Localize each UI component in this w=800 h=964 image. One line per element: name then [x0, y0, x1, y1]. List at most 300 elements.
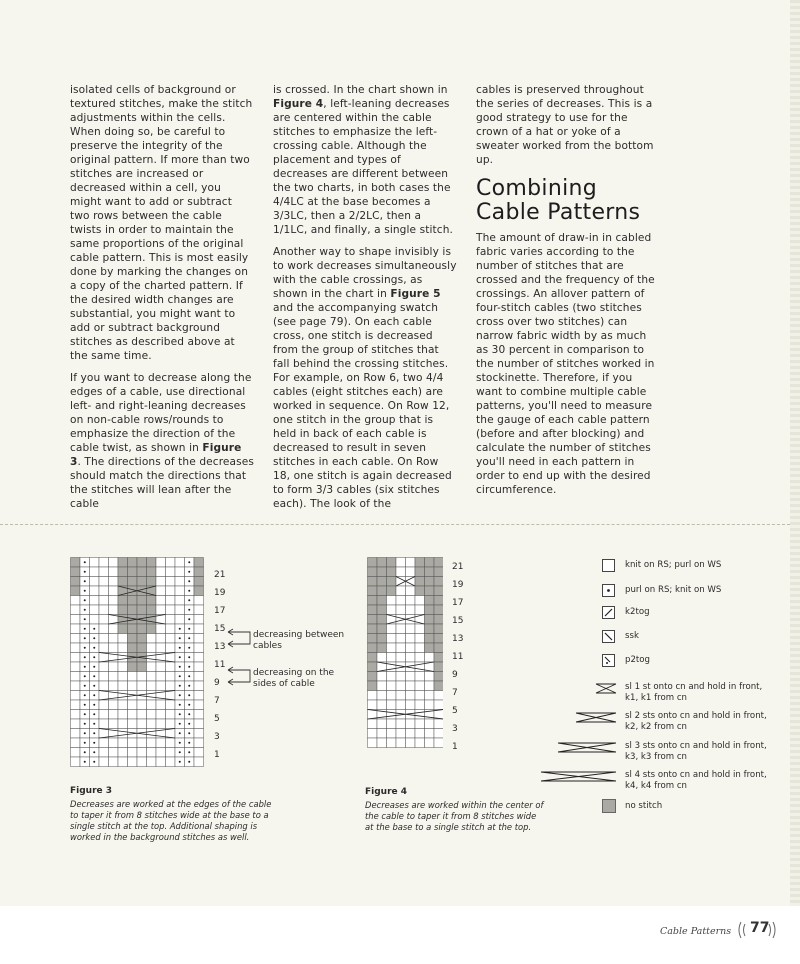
chart-cell: [156, 586, 166, 596]
row-label: 5: [214, 714, 220, 724]
chart-cell: [377, 672, 387, 682]
chart-cell: [99, 738, 109, 748]
chart-cell: [415, 653, 425, 663]
chart-cell: [194, 596, 204, 606]
chart-cell: [99, 672, 109, 682]
page-number: 77: [750, 920, 770, 936]
chart-cell: [434, 653, 443, 663]
paragraph-1-2: If you want to decrease along the edges of a cable, use directional left- and right-leaning decreases on non-cable rows/rounds to emphasize the direction of the cable twist, as shown in Figure 3. The directions of the decreases should match the directions that the stitches will lean after the cable: [70, 372, 254, 510]
annotation-arrows: [226, 628, 254, 688]
chart-cell: [434, 586, 443, 596]
chart-cell: [415, 577, 425, 587]
purl-dot: [179, 666, 181, 668]
chart-cell: [109, 672, 119, 682]
chart-cell: [128, 748, 138, 758]
purl-dot: [179, 761, 181, 763]
k2tog-icon: [602, 606, 615, 619]
purl-dot: [188, 742, 190, 744]
chart-cell: [118, 710, 128, 720]
chart-cell: [194, 567, 204, 577]
chart-cell: [147, 643, 157, 653]
chart-cell: [415, 710, 425, 720]
chart-cell: [425, 567, 435, 577]
chart-cell: [137, 596, 147, 606]
figure-4-chart: [367, 557, 443, 761]
chart-cell: [109, 577, 119, 587]
chart-cell: [137, 624, 147, 634]
chart-cell: [377, 643, 387, 653]
chart-cell: [147, 662, 157, 672]
chart-cell: [368, 577, 378, 587]
row-label: 11: [214, 660, 226, 670]
chart-cell: [387, 729, 397, 739]
chart-cell: [368, 710, 378, 720]
chart-cell: [118, 567, 128, 577]
chart-cell: [118, 577, 128, 587]
chart-cell: [71, 643, 81, 653]
page-edge: [790, 0, 800, 906]
purl-dot: [93, 637, 95, 639]
chart-cell: [99, 681, 109, 691]
chart-cell: [156, 567, 166, 577]
chart-cell: [90, 558, 100, 568]
chart-cell: [109, 643, 119, 653]
chart-cell: [99, 662, 109, 672]
chart-cell: [406, 605, 416, 615]
chart-cell: [377, 700, 387, 710]
chart-cell: [406, 558, 416, 568]
chart-cell: [71, 681, 81, 691]
row-label: 3: [214, 732, 220, 742]
figure-4-caption: Decreases are worked within the center of the cable to taper it from 8 stitches wide at the base to a single stitch at the top.: [365, 800, 544, 832]
chart-cell: [194, 691, 204, 701]
chart-cell: [147, 624, 157, 634]
chart-cell: [415, 681, 425, 691]
chart-cell: [396, 567, 406, 577]
chart-cell: [156, 748, 166, 758]
purl-dot: [93, 732, 95, 734]
chart-cell: [71, 624, 81, 634]
chart-cell: [368, 605, 378, 615]
purl-dot: [93, 685, 95, 687]
text-column-2: [273, 83, 458, 519]
chart-cell: [156, 719, 166, 729]
purl-dot: [188, 694, 190, 696]
chart-cell: [434, 615, 443, 625]
chart-cell: [415, 624, 425, 634]
chart-cell: [406, 681, 416, 691]
chart-cell: [406, 672, 416, 682]
chart-cell: [137, 738, 147, 748]
chart-cell: [118, 596, 128, 606]
chart-cell: [387, 605, 397, 615]
chart-cell: [396, 719, 406, 729]
row-label: 9: [452, 670, 458, 680]
purl-dot: [188, 637, 190, 639]
chart-cell: [147, 605, 157, 615]
chart-cell: [368, 558, 378, 568]
purl-dot: [179, 742, 181, 744]
chart-cell: [175, 605, 185, 615]
ssk-icon: [602, 630, 615, 643]
chart-cell: [118, 738, 128, 748]
chart-cell: [387, 672, 397, 682]
chart-cell: [175, 577, 185, 587]
chart-cell: [377, 605, 387, 615]
chart-cell: [377, 691, 387, 701]
chart-cell: [71, 729, 81, 739]
purl-dot: [93, 761, 95, 763]
chart-cell: [118, 643, 128, 653]
chart-cell: [137, 634, 147, 644]
row-label: 7: [214, 696, 220, 706]
chart-cell: [147, 653, 157, 663]
chart-cell: [156, 757, 166, 767]
purl-dot: [179, 628, 181, 630]
chart-cell: [147, 738, 157, 748]
chart-cell: [128, 605, 138, 615]
chart-cell: [387, 738, 397, 748]
chart-cell: [128, 719, 138, 729]
chart-cell: [71, 719, 81, 729]
chart-cell: [387, 653, 397, 663]
chart-cell: [137, 719, 147, 729]
purl-dot: [84, 751, 86, 753]
row-label: 3: [452, 724, 458, 734]
chart-cell: [166, 729, 176, 739]
chart-cell: [368, 567, 378, 577]
purl-dot: [84, 609, 86, 611]
chart-cell: [71, 567, 81, 577]
chart-cell: [90, 605, 100, 615]
knit-square-icon: [602, 559, 615, 572]
cable-1-1-icon: [595, 683, 617, 694]
chart-cell: [425, 700, 435, 710]
chart-cell: [128, 558, 138, 568]
chart-cell: [99, 643, 109, 653]
chart-cell: [156, 624, 166, 634]
chart-cell: [194, 558, 204, 568]
chart-cell: [406, 624, 416, 634]
purl-dot: [84, 685, 86, 687]
chart-cell: [396, 700, 406, 710]
purl-dot-icon: [602, 584, 615, 597]
chart-cell: [109, 738, 119, 748]
chart-cell: [425, 738, 435, 748]
chart-cell: [415, 719, 425, 729]
chart-cell: [415, 586, 425, 596]
purl-dot: [188, 723, 190, 725]
chart-cell: [71, 596, 81, 606]
purl-dot: [93, 723, 95, 725]
purl-dot: [188, 704, 190, 706]
figure-3-caption: Decreases are worked at the edges of the cable to taper it from 8 stitches wide at the base to a single stitch at the top. Additional shaping is worked in the background stitches as well.: [70, 799, 272, 842]
chart-cell: [425, 634, 435, 644]
chart-cell: [156, 672, 166, 682]
row-label: 17: [214, 606, 226, 616]
chart-cell: [156, 596, 166, 606]
chart-cell: [99, 615, 109, 625]
chart-cell: [434, 567, 443, 577]
chart-cell: [368, 719, 378, 729]
chart-cell: [434, 624, 443, 634]
purl-dot: [188, 656, 190, 658]
chart-cell: [434, 558, 443, 568]
figure-3-chart: [70, 557, 210, 775]
purl-dot: [188, 599, 190, 601]
chart-cell: [434, 719, 443, 729]
chart-cell: [434, 729, 443, 739]
chart-cell: [368, 615, 378, 625]
purl-dot: [93, 628, 95, 630]
purl-dot: [84, 599, 86, 601]
annotation-decreasing-between: decreasing between cables: [253, 630, 345, 651]
purl-dot: [179, 637, 181, 639]
chart-cell: [99, 567, 109, 577]
purl-dot: [179, 732, 181, 734]
chart-cell: [377, 586, 387, 596]
chart-cell: [137, 577, 147, 587]
chart-cell: [166, 710, 176, 720]
chart-cell: [147, 700, 157, 710]
purl-dot: [84, 704, 86, 706]
chart-cell: [99, 605, 109, 615]
chart-cell: [137, 757, 147, 767]
chart-cell: [406, 700, 416, 710]
row-label: 19: [214, 588, 226, 598]
chart-cell: [147, 691, 157, 701]
chart-cell: [368, 738, 378, 748]
purl-dot: [84, 561, 86, 563]
chart-cell: [406, 691, 416, 701]
chart-cell: [396, 577, 406, 587]
cable-4-4-icon: [540, 771, 617, 782]
chart-cell: [118, 558, 128, 568]
chart-cell: [166, 738, 176, 748]
chart-cell: [194, 643, 204, 653]
chart-cell: [377, 558, 387, 568]
row-label: 13: [452, 634, 464, 644]
chart-cell: [396, 634, 406, 644]
chart-cell: [99, 558, 109, 568]
chart-cell: [137, 558, 147, 568]
figure-5-ref: Figure 5: [390, 288, 441, 300]
chart-cell: [156, 577, 166, 587]
p2tog-icon: [602, 654, 615, 667]
chart-cell: [128, 643, 138, 653]
chart-cell: [425, 643, 435, 653]
chart-cell: [137, 662, 147, 672]
chart-cell: [166, 558, 176, 568]
purl-dot: [179, 713, 181, 715]
purl-dot: [179, 685, 181, 687]
chart-cell: [109, 605, 119, 615]
chart-cell: [387, 700, 397, 710]
chart-cell: [118, 757, 128, 767]
purl-dot: [93, 666, 95, 668]
chart-cell: [387, 719, 397, 729]
figure-3-row-numbers: [214, 566, 225, 764]
purl-dot: [84, 637, 86, 639]
chart-cell: [137, 710, 147, 720]
chart-cell: [415, 596, 425, 606]
chart-cell: [406, 596, 416, 606]
chart-cell: [175, 596, 185, 606]
chart-cell: [425, 729, 435, 739]
chart-cell: [99, 624, 109, 634]
chart-cell: [156, 662, 166, 672]
row-label: 21: [214, 570, 226, 580]
chart-cell: [415, 738, 425, 748]
row-label: 17: [452, 598, 464, 608]
purl-dot: [188, 580, 190, 582]
chart-cell: [434, 643, 443, 653]
row-label: 15: [214, 624, 226, 634]
purl-dot: [188, 675, 190, 677]
chart-cell: [99, 729, 109, 739]
chart-cell: [166, 691, 176, 701]
chart-cell: [387, 558, 397, 568]
chart-cell: [175, 586, 185, 596]
chart-cell: [194, 700, 204, 710]
purl-dot: [188, 713, 190, 715]
chart-cell: [156, 700, 166, 710]
chart-cell: [156, 643, 166, 653]
chart-cell: [166, 719, 176, 729]
purl-dot: [188, 571, 190, 573]
chart-cell: [156, 605, 166, 615]
chart-cell: [99, 700, 109, 710]
purl-dot: [84, 571, 86, 573]
chart-cell: [175, 567, 185, 577]
chart-cell: [109, 719, 119, 729]
chart-cell: [194, 624, 204, 634]
running-footer: Cable Patterns: [660, 926, 732, 937]
chart-cell: [147, 681, 157, 691]
chart-cell: [99, 653, 109, 663]
purl-dot: [84, 675, 86, 677]
chart-cell: [377, 634, 387, 644]
chart-cell: [99, 577, 109, 587]
figure-4-title: Figure 4: [365, 787, 408, 797]
row-label: 9: [214, 678, 220, 688]
chart-cell: [118, 729, 128, 739]
figure-3-ref: Figure 3: [70, 442, 242, 468]
chart-cell: [425, 681, 435, 691]
chart-cell: [368, 681, 378, 691]
section-divider: [0, 524, 790, 525]
chart-cell: [194, 748, 204, 758]
chart-cell: [118, 624, 128, 634]
chart-cell: [194, 672, 204, 682]
purl-dot: [188, 590, 190, 592]
chart-cell: [368, 700, 378, 710]
chart-cell: [71, 691, 81, 701]
chart-cell: [368, 691, 378, 701]
chart-cell: [118, 681, 128, 691]
chart-cell: [109, 586, 119, 596]
chart-cell: [396, 738, 406, 748]
annotation-decreasing-sides: decreasing on the sides of cable: [253, 668, 335, 689]
paragraph-1-1: isolated cells of background or textured stitches, make the stitch adjustments within the cells. When doing so, be careful to preserve the integrity of the original pattern. If more than two stitches are increased or decreased within a cell, you might want to add or subtract two rows between the cable twists in order to maintain the same proportions of the original cable pattern. This is most easily done by marking the changes on a copy of the charted pattern. If the desired width changes are substantial, you might want to add or subtract background stitches as described above at the same time.: [70, 84, 253, 362]
chart-cell: [109, 748, 119, 758]
chart-cell: [387, 634, 397, 644]
chart-cell: [387, 567, 397, 577]
purl-dot: [179, 694, 181, 696]
purl-dot: [84, 656, 86, 658]
chart-cell: [128, 624, 138, 634]
purl-dot: [179, 675, 181, 677]
chart-cell: [434, 605, 443, 615]
chart-cell: [377, 719, 387, 729]
chart-cell: [109, 596, 119, 606]
chart-cell: [109, 700, 119, 710]
chart-cell: [194, 653, 204, 663]
chart-cell: [415, 567, 425, 577]
purl-dot: [93, 704, 95, 706]
chart-cell: [166, 681, 176, 691]
purl-dot: [188, 732, 190, 734]
chart-cell: [415, 700, 425, 710]
chart-cell: [194, 681, 204, 691]
purl-dot: [188, 685, 190, 687]
chart-cell: [156, 738, 166, 748]
chart-cell: [147, 672, 157, 682]
purl-dot: [93, 675, 95, 677]
chart-cell: [137, 672, 147, 682]
chart-cell: [128, 662, 138, 672]
row-label: 19: [452, 580, 464, 590]
chart-cell: [368, 586, 378, 596]
chart-cell: [99, 710, 109, 720]
chart-cell: [156, 710, 166, 720]
purl-dot: [84, 694, 86, 696]
chart-cell: [387, 577, 397, 587]
chart-cell: [396, 653, 406, 663]
chart-cell: [71, 586, 81, 596]
chart-cell: [415, 672, 425, 682]
chart-cell: [387, 681, 397, 691]
purl-dot: [188, 647, 190, 649]
chart-cell: [128, 672, 138, 682]
purl-dot: [188, 751, 190, 753]
chart-cell: [109, 567, 119, 577]
chart-cell: [109, 662, 119, 672]
row-label: 1: [214, 750, 220, 760]
chart-cell: [147, 577, 157, 587]
chart-cell: [406, 653, 416, 663]
chart-cell: [377, 624, 387, 634]
chart-cell: [377, 729, 387, 739]
chart-cell: [368, 653, 378, 663]
chart-cell: [434, 577, 443, 587]
chart-cell: [166, 643, 176, 653]
chart-cell: [109, 558, 119, 568]
chart-cell: [368, 643, 378, 653]
paragraph-3-1: cables is preserved throughout the series of decreases. This is a good strategy to use for the crown of a hat or yoke of a sweater worked from the bottom up.: [476, 84, 654, 166]
chart-cell: [118, 672, 128, 682]
chart-cell: [166, 586, 176, 596]
chart-cell: [99, 691, 109, 701]
chart-cell: [415, 691, 425, 701]
chart-cell: [425, 586, 435, 596]
chart-cell: [194, 710, 204, 720]
row-label: 5: [452, 706, 458, 716]
chart-cell: [71, 653, 81, 663]
chart-cell: [368, 662, 378, 672]
chart-cell: [166, 605, 176, 615]
chart-cell: [387, 691, 397, 701]
